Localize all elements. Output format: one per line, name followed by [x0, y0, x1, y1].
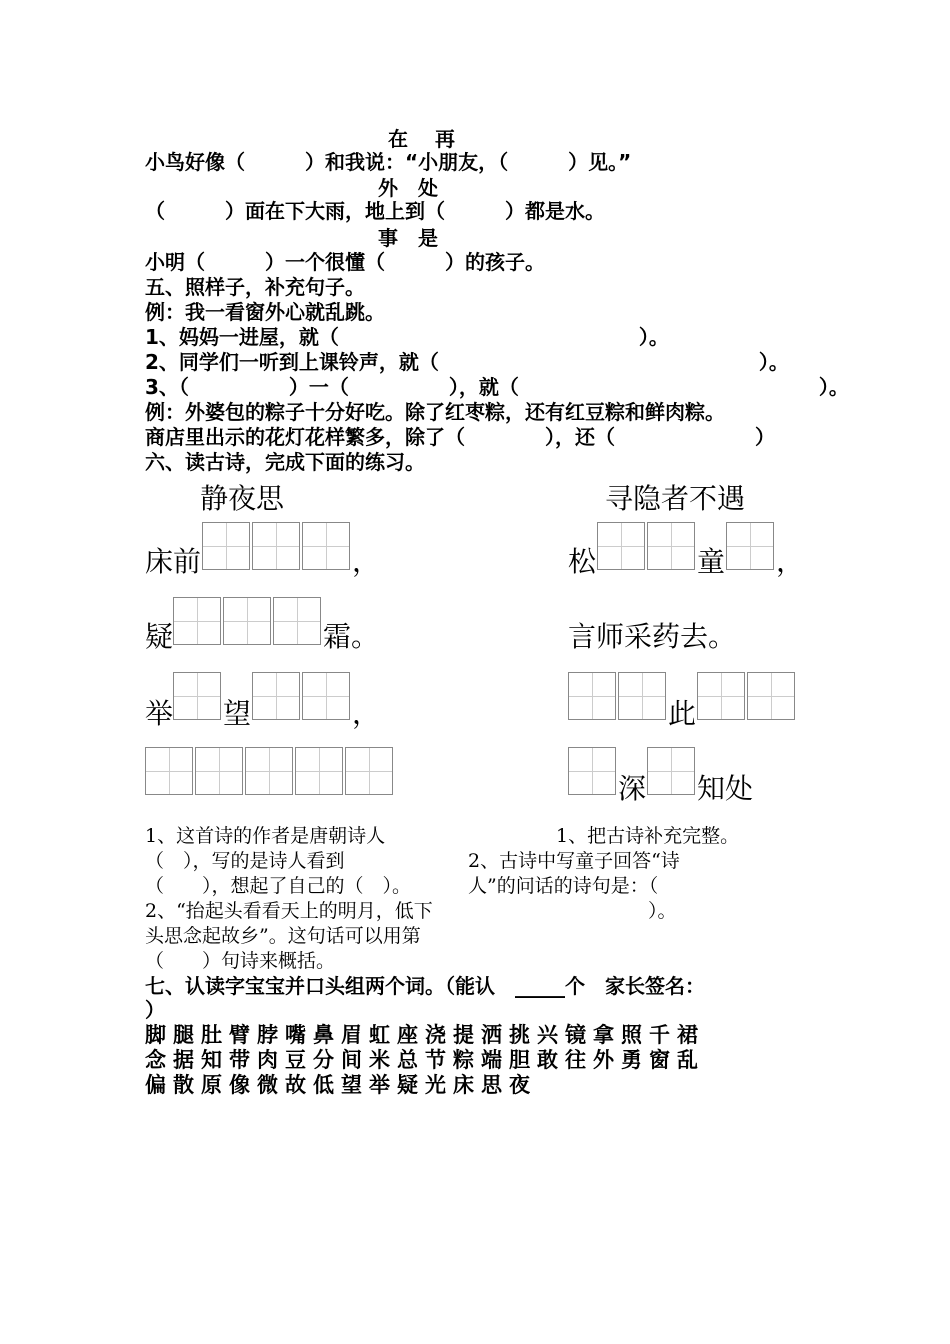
question-line: 1、这首诗的作者是唐朝诗人	[145, 825, 386, 847]
poem-2-line-3-mid: 此	[668, 697, 697, 730]
writing-box[interactable]	[697, 672, 745, 720]
question-line: 1、把古诗补充完整。	[556, 825, 740, 847]
poem-2-line-2: 言师采药去。	[568, 620, 737, 653]
poem-2-line-4-mid: 深	[618, 772, 647, 805]
section-5-question-2: 2、同学们一听到上课铃声，就（ ）。	[145, 350, 789, 374]
fill-line-1: 小鸟好像（ ）和我说：“小朋友，（ ）见。”	[145, 150, 632, 174]
poem-1-line-1-end: ，	[352, 545, 381, 578]
writing-box[interactable]	[568, 747, 616, 795]
section-6-title: 六、读古诗，完成下面的练习。	[145, 450, 425, 474]
poem-1-line-1-start: 床前	[145, 545, 202, 578]
writing-box[interactable]	[223, 597, 271, 645]
question-line: 2、“抬起头看看天上的明月，低下	[145, 900, 433, 922]
poem-1-line-3-end: ，	[352, 697, 381, 730]
poem-1-title: 静夜思	[200, 482, 285, 515]
section-7-title: 七、认读字宝宝并口头组两个词。（能认 _____个 家长签名：	[145, 974, 705, 998]
poem-1-line-3-start: 举	[145, 697, 174, 730]
writing-box[interactable]	[747, 672, 795, 720]
question-line: （ ）句诗来概括。	[145, 950, 336, 972]
question-line: 2、古诗中写童子回答“诗	[468, 850, 680, 872]
writing-box[interactable]	[302, 672, 350, 720]
poem-2-line-1-start: 松	[568, 545, 597, 578]
writing-box[interactable]	[726, 522, 774, 570]
writing-box[interactable]	[173, 597, 221, 645]
poem-2-line-1-end: ，	[776, 545, 805, 578]
poem-1-line-3-mid: 望	[223, 697, 252, 730]
poem-2-title: 寻隐者不遇	[605, 482, 746, 515]
writing-box[interactable]	[295, 747, 343, 795]
writing-box[interactable]	[202, 522, 250, 570]
writing-box[interactable]	[597, 522, 645, 570]
question-line: （ ），想起了自己的（ ）。	[145, 875, 412, 897]
char-row-2: 念据知带肉豆分间米总节粽端胆敢往外勇窗乱	[145, 1048, 705, 1072]
writing-box[interactable]	[145, 747, 193, 795]
question-line: 人”的问话的诗句是：（	[468, 875, 659, 897]
section-7-title-close: ）	[145, 998, 165, 1022]
poem-1-line-2-end: 霜。	[323, 620, 380, 653]
poem-1-questions	[145, 824, 433, 974]
section-5-question-3: 3、（ ）一（ ），就（ ）。	[145, 375, 849, 399]
char-row-1: 脚腿肚臂脖嘴鼻眉虹座浇提洒挑兴镜拿照千裙	[145, 1023, 705, 1047]
writing-box[interactable]	[245, 747, 293, 795]
writing-box[interactable]	[647, 747, 695, 795]
writing-box[interactable]	[252, 672, 300, 720]
question-line: 头思念起故乡”。这句话可以用第	[145, 925, 421, 947]
word-choice-1: 在 再	[388, 127, 455, 151]
writing-box[interactable]	[345, 747, 393, 795]
poem-2-line-1-mid: 童	[697, 545, 726, 578]
writing-box[interactable]	[568, 672, 616, 720]
section-5-title: 五、照样子，补充句子。	[145, 275, 365, 299]
poem-1-line-2-start: 疑	[145, 620, 174, 653]
section-5-example-1: 例：我一看窗外心就乱跳。	[145, 300, 385, 324]
writing-box[interactable]	[647, 522, 695, 570]
fill-line-3: 小明（ ）一个很懂（ ）的孩子。	[145, 250, 545, 274]
writing-box[interactable]	[273, 597, 321, 645]
writing-box[interactable]	[618, 672, 666, 720]
writing-box[interactable]	[302, 522, 350, 570]
section-5-question-4: 商店里出示的花灯花样繁多，除了（ ），还（ ）	[145, 425, 775, 449]
section-5-question-1: 1、妈妈一进屋，就（ ）。	[145, 325, 669, 349]
word-choice-3: 事 是	[378, 226, 438, 250]
fill-line-2: （ ）面在下大雨，地上到（ ）都是水。	[145, 199, 605, 223]
question-line: ）。	[648, 900, 677, 922]
writing-box[interactable]	[252, 522, 300, 570]
word-choice-2: 外 处	[378, 176, 438, 200]
poem-2-questions	[468, 824, 739, 924]
section-5-example-2: 例：外婆包的粽子十分好吃。除了红枣粽，还有红豆粽和鲜肉粽。	[145, 400, 725, 424]
char-row-3: 偏散原像微故低望举疑光床思夜	[145, 1073, 537, 1097]
writing-box[interactable]	[195, 747, 243, 795]
question-line: （ ），写的是诗人看到	[145, 850, 345, 872]
writing-box[interactable]	[173, 672, 221, 720]
poem-2-line-4-end: 知处	[697, 772, 754, 805]
